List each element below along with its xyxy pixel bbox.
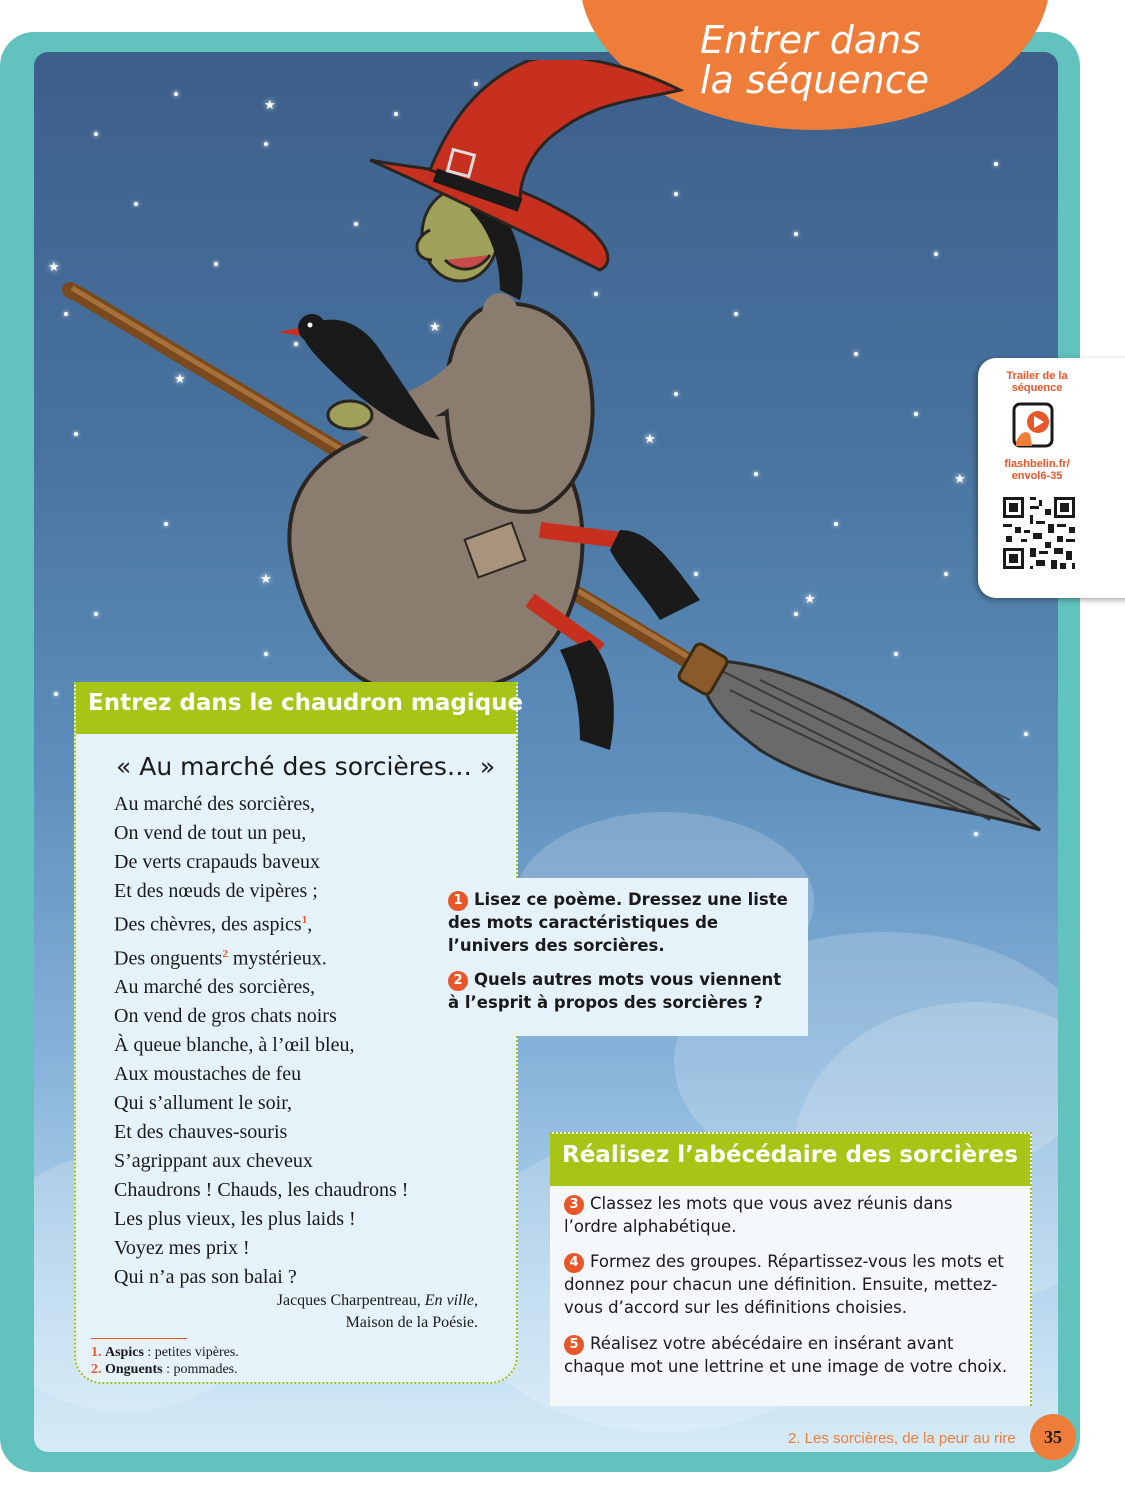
poem-line: Qui n’a pas son balai ? [114, 1266, 297, 1289]
poem-title: « Au marché des sorcières… » [116, 752, 496, 781]
poem-line: On vend de tout un peu, [114, 822, 307, 844]
poem-line-end: mystérieux. [227, 947, 327, 970]
question-number-badge: 3 [564, 1195, 584, 1215]
trailer-label [978, 370, 1096, 394]
footnote-item [91, 1361, 239, 1378]
footnote-term: Aspics [105, 1345, 144, 1360]
poem-line: Les plus vieux, les plus laids ! [114, 1208, 356, 1231]
publisher: Maison de la Poésie. [345, 1314, 478, 1331]
question-text: Classez les mots que vous avez réunis dans l’ordre alphabétique. [564, 1194, 953, 1236]
abecedaire-heading: Réalisez l’abécédaire des sorcières [550, 1134, 1030, 1186]
trailer-label-line-2: séquence [1011, 382, 1063, 394]
trailer-url[interactable] [978, 458, 1096, 482]
question-2 [448, 968, 798, 1014]
page-number: 35 [1030, 1414, 1076, 1460]
poem-line: Et des chauves-souris [114, 1121, 288, 1144]
question-number-badge: 2 [448, 971, 468, 991]
question-text: Lisez ce poème. Dressez une liste des mots caractéristiques de l’univers des sorcières. [448, 890, 788, 955]
poem-line [114, 906, 408, 940]
title-line-2: la séquence [700, 58, 930, 102]
poem-box-heading: Entrez dans le chaudron magique [76, 682, 516, 734]
poem-line: On vend de gros chats noirs [114, 1005, 337, 1028]
questions-box [436, 878, 808, 1036]
footnote-number: 2. [91, 1362, 102, 1377]
poem-line: Aux moustaches de feu [114, 1063, 302, 1086]
question-number-badge: 5 [564, 1335, 584, 1355]
poem-line-text: Des chèvres, des aspics [114, 913, 302, 936]
poem-line: Au marché des sorcières, [114, 793, 316, 815]
poem-line: À queue blanche, à l’œil bleu, [114, 1034, 355, 1057]
poem-text [114, 790, 408, 1292]
poem-line: Et des nœuds de vipères ; [114, 880, 318, 902]
footnote-definition: : pommades. [162, 1362, 238, 1377]
trailer-url-line-1: flashbelin.fr/ [1004, 458, 1070, 470]
poem-line: Voyez mes prix ! [114, 1237, 250, 1260]
question-text: Quels autres mots vous viennent à l’esprit à propos des sorcières ? [448, 970, 782, 1012]
play-video-icon[interactable] [1010, 402, 1058, 450]
question-5 [564, 1332, 1010, 1378]
footnote-term: Onguents [105, 1362, 163, 1377]
poem-line-text: Des onguents [114, 947, 223, 970]
footnote-item [91, 1344, 239, 1361]
trailer-label-line-1: Trailer de la [1006, 370, 1068, 382]
question-text: Réalisez votre abécédaire en insérant avant chaque mot une lettrine et une image de votre choix. [564, 1334, 1008, 1376]
abecedaire-box [550, 1132, 1032, 1406]
footnote-divider [91, 1338, 187, 1339]
question-4 [564, 1250, 1010, 1319]
footnote-definition: : petites vipères. [143, 1345, 239, 1360]
poem-line: Qui s’allument le soir, [114, 1092, 293, 1115]
title-line-1: Entrer dans [700, 18, 921, 62]
poem-line: Au marché des sorcières, [114, 976, 316, 999]
work-title: En ville, [424, 1292, 478, 1309]
footnote-ref[interactable]: 2 [222, 947, 228, 960]
question-text: Formez des groupes. Répartissez-vous les mots et donnez pour chacun une définition. Ensuite, mettez-vous d’accord sur les définitions choisies. [564, 1252, 1004, 1317]
night-sky-background: ★ ★ ★ ★ ★ ★ ★ ★ [34, 52, 1058, 1452]
footnotes [91, 1344, 239, 1378]
author-line [277, 1290, 478, 1312]
poem-line: Chaudrons ! Chauds, les chaudrons ! [114, 1179, 409, 1202]
poem-line-end: , [307, 913, 313, 936]
trailer-panel[interactable] [978, 358, 1125, 598]
poem-attribution [277, 1290, 478, 1334]
qr-code[interactable] [1000, 494, 1078, 572]
footnote-number: 1. [91, 1345, 102, 1360]
poem-line: De verts crapauds baveux [114, 851, 321, 873]
question-number-badge: 4 [564, 1253, 584, 1273]
question-number-badge: 1 [448, 891, 468, 911]
poem-line [114, 940, 408, 974]
poem-line: S’agrippant aux cheveux [114, 1150, 313, 1173]
trailer-url-line-2: envol6-35 [1011, 470, 1063, 482]
question-3 [564, 1192, 1010, 1238]
question-1 [448, 888, 798, 957]
chapter-footer: 2. Les sorcières, de la peur au rire [788, 1430, 1016, 1447]
author: Jacques Charpentreau, [276, 1292, 421, 1309]
footnote-ref[interactable]: 1 [301, 914, 308, 926]
